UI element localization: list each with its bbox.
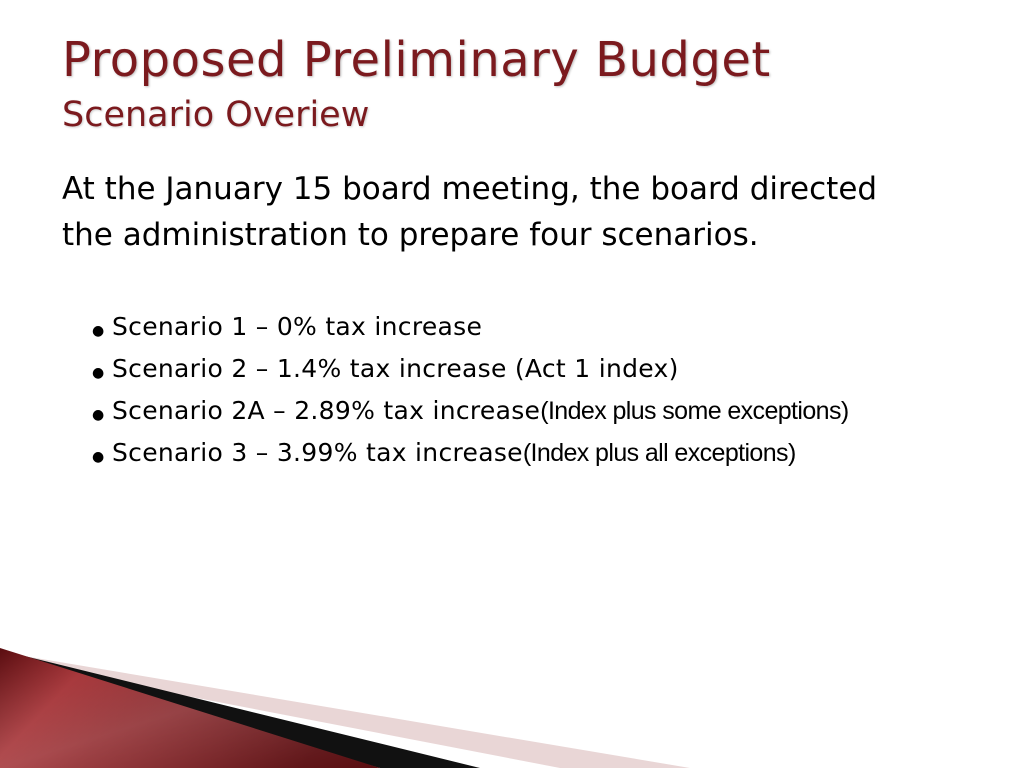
scenario-note: (Index plus some exceptions) xyxy=(540,397,849,425)
bullet-dot-icon: ● xyxy=(92,449,105,465)
bullet-dot-icon: ● xyxy=(92,323,105,339)
scenario-item-2 xyxy=(92,348,849,390)
scenario-text: Scenario 2A – 2.89% tax increase xyxy=(112,396,541,425)
slide-subtitle: Scenario Overiew xyxy=(62,95,370,135)
pink-band xyxy=(0,652,690,768)
red-band-sheen xyxy=(0,648,380,768)
scenario-item-2a xyxy=(92,390,849,432)
bullet-dot-icon: ● xyxy=(92,365,105,381)
red-band xyxy=(0,648,380,768)
scenario-item-1 xyxy=(92,306,849,348)
black-band xyxy=(0,650,480,768)
intro-paragraph: At the January 15 board meeting, the board directed the administration to prepare four scenarios. xyxy=(62,171,878,253)
scenario-list xyxy=(92,306,849,474)
scenario-text: Scenario 3 – 3.99% tax increase xyxy=(112,438,523,467)
scenario-text: Scenario 2 – 1.4% tax increase (Act 1 index) xyxy=(112,354,679,383)
scenario-note: (Index plus all exceptions) xyxy=(522,439,796,467)
bullet-dot-icon: ● xyxy=(92,407,105,423)
scenario-text: Scenario 1 – 0% tax increase xyxy=(112,312,483,341)
slide-title: Proposed Preliminary Budget xyxy=(62,32,771,88)
scenario-item-3 xyxy=(92,432,849,474)
